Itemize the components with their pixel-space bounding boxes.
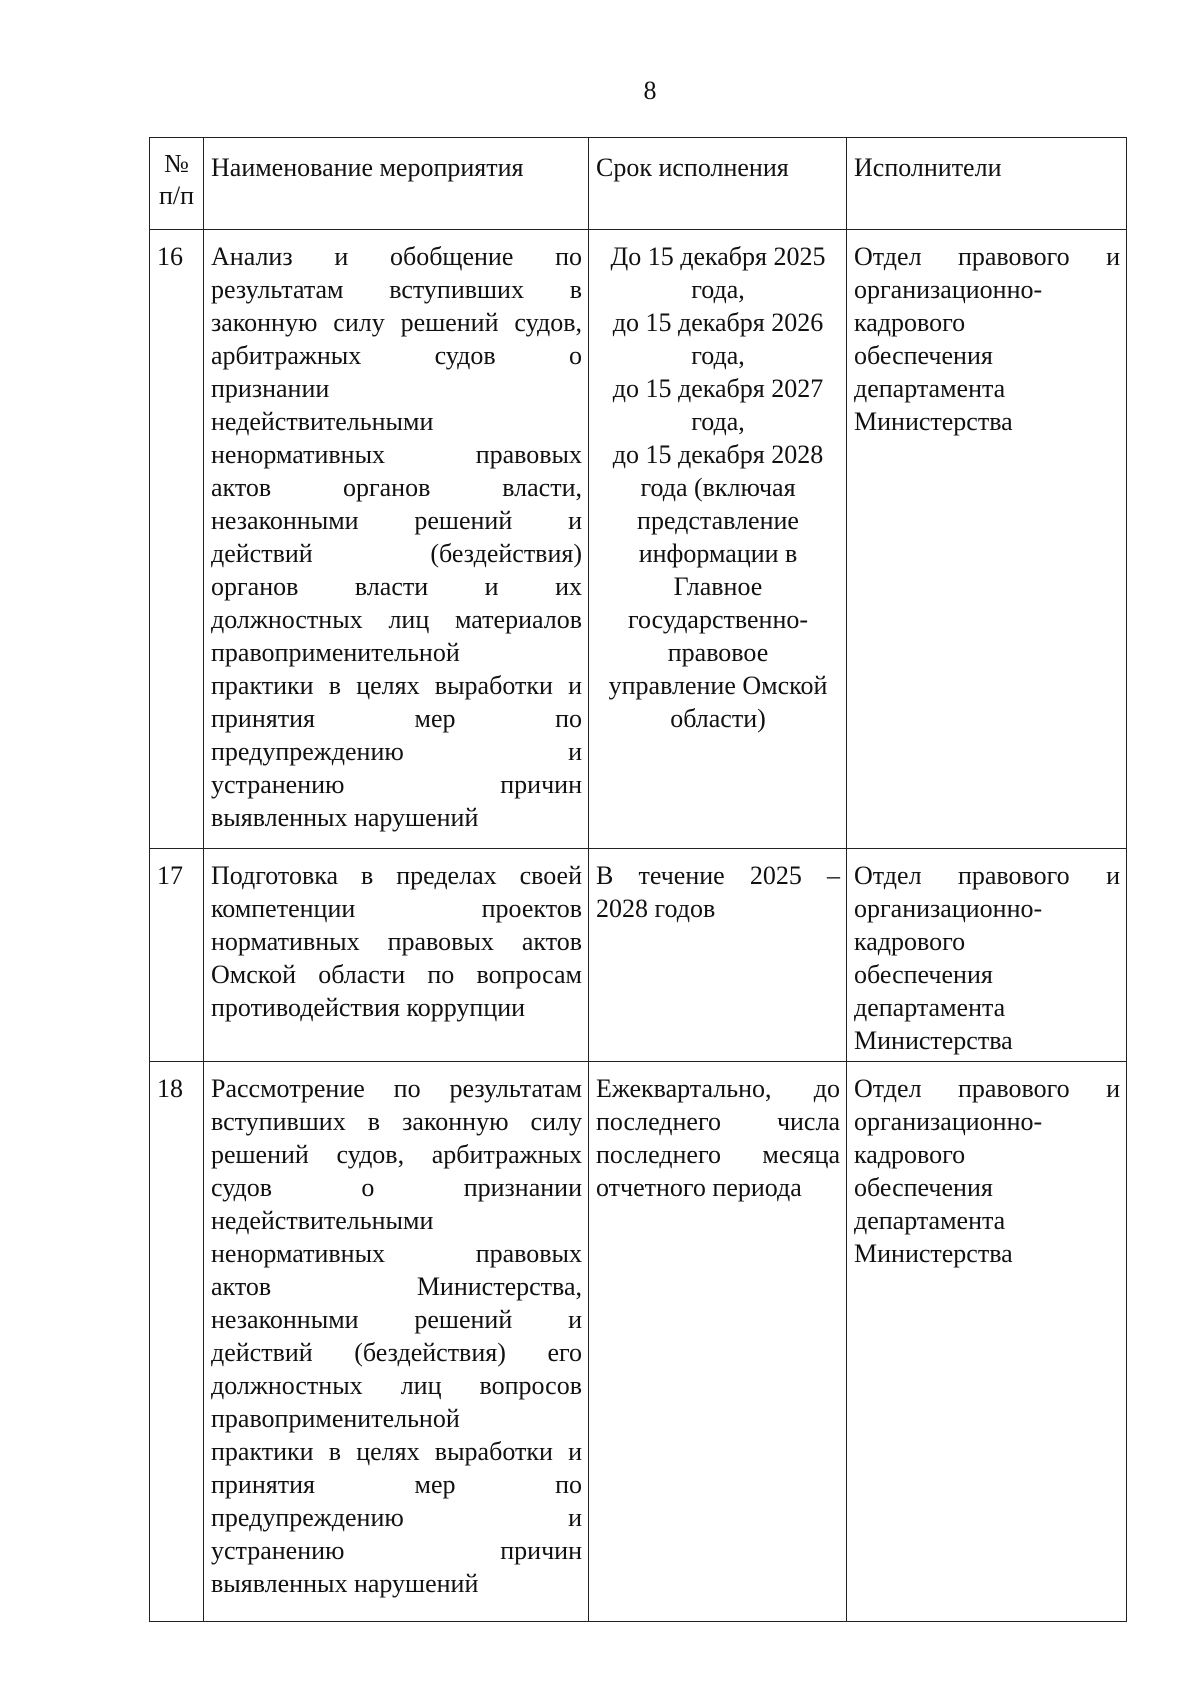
header-measure-name: Наименование мероприятия bbox=[204, 138, 589, 230]
executors-line: департамента bbox=[854, 1206, 1006, 1235]
executors bbox=[847, 230, 1127, 849]
table-row bbox=[150, 230, 1127, 849]
measure-name-line: компетенции проектов bbox=[211, 894, 582, 923]
header-executors: Исполнители bbox=[847, 138, 1127, 230]
table-row bbox=[150, 1062, 1127, 1622]
row-number: 18 bbox=[150, 1062, 204, 1622]
executors-line: Отдел правового и bbox=[854, 1074, 1120, 1103]
executors-line: Министерства bbox=[854, 1239, 1013, 1268]
header-number-line: № bbox=[164, 149, 189, 178]
measure-name-line: правоприменительной bbox=[211, 638, 460, 667]
deadline bbox=[589, 1062, 847, 1622]
measure-name-line: Рассмотрение по результатам bbox=[211, 1074, 582, 1103]
measure-name-line: Омской области по вопросам bbox=[211, 960, 582, 989]
executors-line: Министерства bbox=[854, 407, 1013, 436]
row-number: 17 bbox=[150, 849, 204, 1062]
deadline-line: правовое bbox=[667, 638, 769, 667]
executors bbox=[847, 849, 1127, 1062]
deadline-line: до 15 декабря 2026 bbox=[612, 308, 824, 337]
table-header-row bbox=[150, 138, 1127, 230]
deadline bbox=[589, 230, 847, 849]
executors-line: Отдел правового и bbox=[854, 242, 1120, 271]
measure-name-line: принятия мер по bbox=[211, 1470, 582, 1499]
deadline-line: года, bbox=[691, 407, 745, 436]
measure-name-line: незаконными решений и bbox=[211, 1305, 582, 1334]
measure-name-line: органов власти и их bbox=[211, 572, 582, 601]
measure-name-line: устранению причин bbox=[211, 1536, 582, 1565]
executors-line: организационно- bbox=[854, 1107, 1043, 1136]
measure-name-line: актов органов власти, bbox=[211, 473, 582, 502]
table-body bbox=[150, 230, 1127, 1622]
deadline-line: последнего месяца bbox=[596, 1140, 840, 1169]
executors-line: обеспечения bbox=[854, 1173, 993, 1202]
executors-line: организационно- bbox=[854, 275, 1043, 304]
header-number bbox=[150, 138, 204, 230]
measure-name-line: принятия мер по bbox=[211, 704, 582, 733]
executors bbox=[847, 1062, 1127, 1622]
executors-line: кадрового bbox=[854, 927, 966, 956]
measure-name-line: действий (бездействия) его bbox=[211, 1338, 582, 1367]
deadline-line: До 15 декабря 2025 bbox=[610, 242, 826, 271]
deadline-line: Главное bbox=[673, 572, 763, 601]
executors-line: кадрового bbox=[854, 1140, 966, 1169]
row-number: 16 bbox=[150, 230, 204, 849]
measure-name-line: Подготовка в пределах своей bbox=[211, 861, 582, 890]
measure-name bbox=[204, 1062, 589, 1622]
measure-name-line: практики в целях выработки и bbox=[211, 1437, 582, 1466]
measure-name-line: должностных лиц материалов bbox=[211, 605, 582, 634]
executors-line: Отдел правового и bbox=[854, 861, 1120, 890]
deadline-line: года, bbox=[691, 341, 745, 370]
measure-name-line: нормативных правовых актов bbox=[211, 927, 582, 956]
deadline-line: информации в bbox=[638, 539, 798, 568]
measure-name-line: признании bbox=[211, 374, 330, 403]
measure-name-line: недействительными bbox=[211, 1206, 434, 1235]
measure-name-line: актов Министерства, bbox=[211, 1272, 582, 1301]
measure-name-line: устранению причин bbox=[211, 770, 582, 799]
deadline-line: до 15 декабря 2028 bbox=[612, 440, 824, 469]
measure-name-line: решений судов, арбитражных bbox=[211, 1140, 582, 1169]
measure-name-line: недействительными bbox=[211, 407, 434, 436]
deadline-line: представление bbox=[637, 506, 799, 535]
measure-name-line: предупреждению и bbox=[211, 737, 582, 766]
measure-name-line: выявленных нарушений bbox=[211, 803, 479, 832]
executors-line: организационно- bbox=[854, 894, 1043, 923]
executors-line: департамента bbox=[854, 374, 1006, 403]
deadline-line: года, bbox=[691, 275, 745, 304]
deadline-line: года (включая bbox=[640, 473, 796, 502]
header-deadline: Срок исполнения bbox=[589, 138, 847, 230]
measure-name-line: должностных лиц вопросов bbox=[211, 1371, 582, 1400]
executors-line: обеспечения bbox=[854, 960, 993, 989]
deadline-line: отчетного периода bbox=[596, 1173, 802, 1202]
table-row bbox=[150, 849, 1127, 1062]
measure-name-line: практики в целях выработки и bbox=[211, 671, 582, 700]
executors-line: департамента bbox=[854, 993, 1006, 1022]
deadline-line: области) bbox=[670, 704, 766, 733]
measure-name-line: результатам вступивших в bbox=[211, 275, 582, 304]
deadline-line: государственно- bbox=[627, 605, 809, 634]
deadline-line: до 15 декабря 2027 bbox=[612, 374, 824, 403]
measure-name-line: выявленных нарушений bbox=[211, 1569, 479, 1598]
measure-name-line: правоприменительной bbox=[211, 1404, 460, 1433]
measures-table bbox=[149, 137, 1127, 1622]
deadline-line: Ежеквартально, до bbox=[596, 1074, 840, 1103]
measure-name-line: законную силу решений судов, bbox=[211, 308, 582, 337]
measure-name bbox=[204, 230, 589, 849]
deadline-line: В течение 2025 – bbox=[596, 861, 840, 890]
header-number-line: п/п bbox=[158, 181, 195, 210]
measure-name-line: Анализ и обобщение по bbox=[211, 242, 582, 271]
measure-name-line: незаконными решений и bbox=[211, 506, 582, 535]
measure-name-line: ненормативных правовых bbox=[211, 440, 582, 469]
measure-name-line: действий (бездействия) bbox=[211, 539, 582, 568]
executors-line: Министерства bbox=[854, 1026, 1013, 1055]
deadline-line: управление Омской bbox=[608, 671, 828, 700]
executors-line: обеспечения bbox=[854, 341, 993, 370]
measure-name bbox=[204, 849, 589, 1062]
measure-name-line: судов о признании bbox=[211, 1173, 582, 1202]
page-number: 8 bbox=[643, 76, 657, 105]
deadline bbox=[589, 849, 847, 1062]
executors-line: кадрового bbox=[854, 308, 966, 337]
measure-name-line: вступивших в законную силу bbox=[211, 1107, 582, 1136]
measure-name-line: противодействия коррупции bbox=[211, 993, 526, 1022]
measure-name-line: ненормативных правовых bbox=[211, 1239, 582, 1268]
deadline-line: последнего числа bbox=[596, 1107, 840, 1136]
deadline-line: 2028 годов bbox=[596, 894, 716, 923]
measure-name-line: предупреждению и bbox=[211, 1503, 582, 1532]
measure-name-line: арбитражных судов о bbox=[211, 341, 582, 370]
